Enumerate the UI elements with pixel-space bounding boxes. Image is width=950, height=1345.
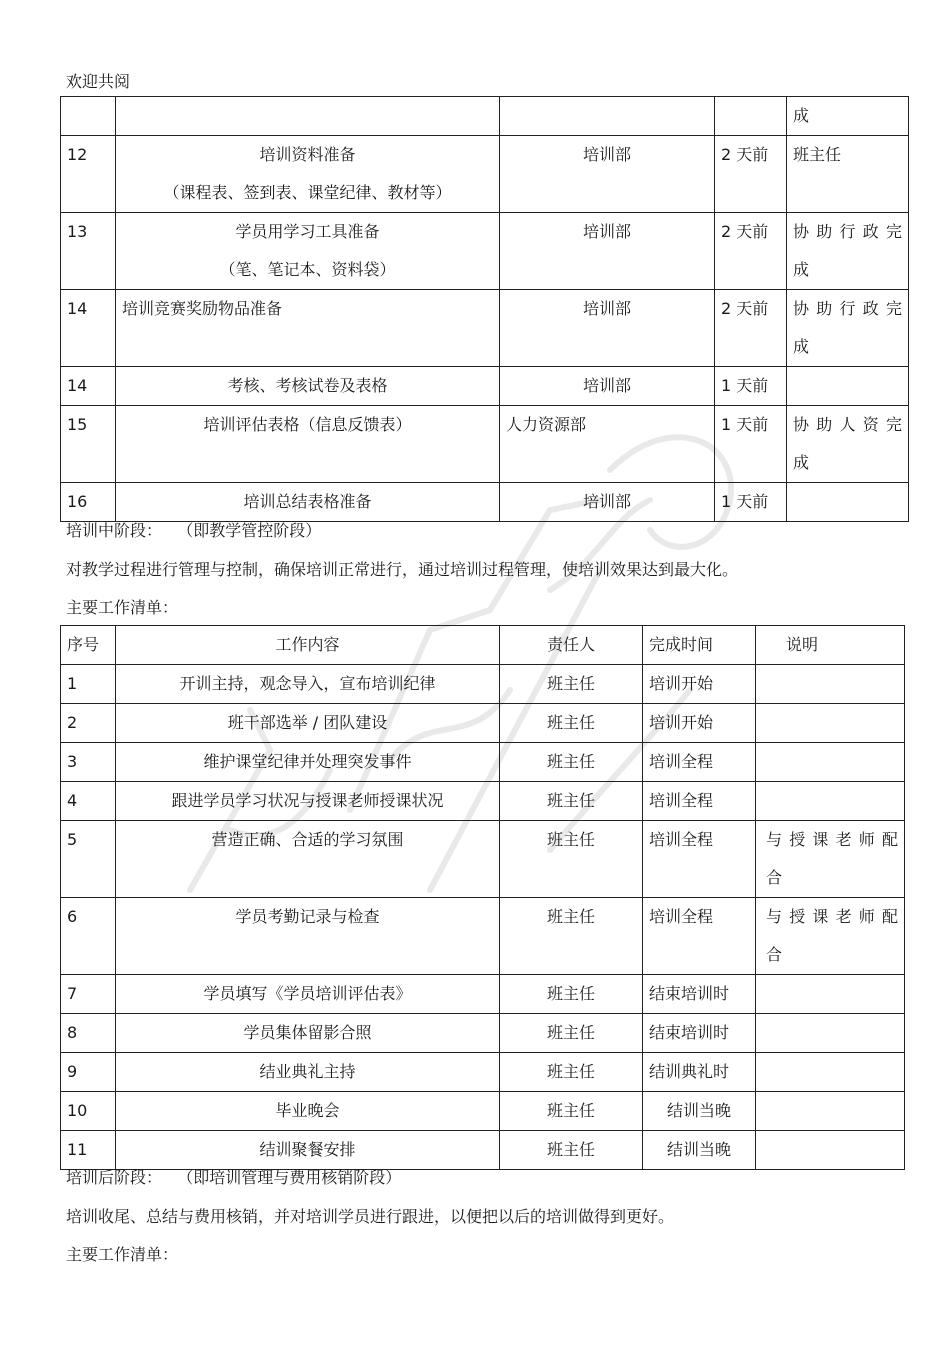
row-number: 9 [61,1053,116,1092]
row-note-line: 班主任 [793,145,842,164]
row-time: 1 天前 [715,367,787,406]
row-note [756,821,905,898]
row-owner: 班主任 [500,821,643,898]
row-content [116,406,500,483]
row-owner: 班主任 [500,975,643,1014]
table-row [61,1131,905,1170]
table-row [61,483,909,522]
row-number: 1 [61,665,116,704]
row-owner: 培训部 [500,483,715,522]
row-content: 维护课堂纪律并处理突发事件 [116,743,500,782]
row-time: 结束培训时 [643,1014,756,1053]
row-content [116,97,500,136]
row-note [756,975,905,1014]
row-time [715,97,787,136]
row-number: 14 [61,367,116,406]
table-row [61,290,909,367]
row-owner: 班主任 [500,898,643,975]
table-row [61,136,909,213]
row-content: 结训聚餐安排 [116,1131,500,1170]
row-note [756,898,905,975]
row-note [756,665,905,704]
row-note [756,1092,905,1131]
row-note [756,782,905,821]
row-content-line: 考核、考核试卷及表格 [227,376,388,395]
row-owner: 培训部 [500,213,715,290]
table-row [61,704,905,743]
table-row [61,97,909,136]
row-number: 4 [61,782,116,821]
row-number: 11 [61,1131,116,1170]
row-note [756,1014,905,1053]
row-time: 结训典礼时 [643,1053,756,1092]
row-owner [500,97,715,136]
row-time: 培训开始 [643,704,756,743]
row-content: 开训主持，观念导入，宣布培训纪律 [116,665,500,704]
row-number: 5 [61,821,116,898]
table-header-row [61,626,905,665]
table-row [61,975,905,1014]
row-owner: 班主任 [500,743,643,782]
row-note-line [766,1053,898,1091]
row-time: 1 天前 [715,483,787,522]
row-time: 结束培训时 [643,975,756,1014]
row-number: 8 [61,1014,116,1053]
row-content-line: 培训资料准备 [259,145,356,164]
row-content [116,136,500,213]
row-time: 2 天前 [715,290,787,367]
row-content: 学员考勤记录与检查 [116,898,500,975]
row-number: 7 [61,975,116,1014]
row-note [787,290,909,367]
row-note [756,743,905,782]
row-note [787,483,909,522]
post-stage-list-title: 主要工作清单： [66,1245,179,1264]
row-content-line: （笔、笔记本、资料袋） [219,260,396,279]
row-owner: 班主任 [500,704,643,743]
row-note-line [793,367,902,405]
row-note [787,97,909,136]
row-note-line: 与授课老师配 [766,907,898,926]
row-content: 班干部选举 / 团队建设 [116,704,500,743]
row-number: 10 [61,1092,116,1131]
row-note [756,704,905,743]
mid-stage-description: 对教学过程进行管理与控制，确保培训正常进行，通过培训过程管理，使培训效果达到最大化。 [66,560,739,579]
table-row [61,821,905,898]
table-row [61,665,905,704]
row-content-line: 学员用学习工具准备 [235,222,380,241]
row-content-line: 培训评估表格（信息反馈表） [203,415,412,434]
row-note [787,367,909,406]
row-owner: 人力资源部 [500,406,715,483]
row-note-line [766,975,898,1013]
row-note [756,1053,905,1092]
row-time: 2 天前 [715,136,787,213]
row-number: 2 [61,704,116,743]
row-time: 2 天前 [715,213,787,290]
header-no: 序号 [61,626,116,665]
row-note-line: 合 [766,868,783,887]
row-note-line: 协助行政完 [793,299,902,318]
row-number: 12 [61,136,116,213]
row-note-line [766,782,898,820]
row-number: 3 [61,743,116,782]
row-time: 结训当晚 [643,1092,756,1131]
row-content: 跟进学员学习状况与授课老师授课状况 [116,782,500,821]
row-note [756,1131,905,1170]
row-note-line [766,1014,898,1052]
row-time: 培训全程 [643,782,756,821]
row-time: 1 天前 [715,406,787,483]
row-note [787,136,909,213]
row-note-line: 成 [793,106,810,125]
row-content: 学员填写《学员培训评估表》 [116,975,500,1014]
row-note-line: 合 [766,945,783,964]
row-content [116,483,500,522]
mid-stage-list-title: 主要工作清单： [66,598,179,617]
row-content-line: （课程表、签到表、课堂纪律、教材等） [163,183,452,202]
row-note-line: 协助人资完 [793,415,902,434]
row-content-line: 培训竞赛奖励物品准备 [122,299,283,318]
row-time: 培训全程 [643,821,756,898]
row-note [787,213,909,290]
row-owner: 培训部 [500,367,715,406]
table-row [61,782,905,821]
row-time: 结训当晚 [643,1131,756,1170]
mid-training-table [60,625,905,1170]
row-content [116,213,500,290]
row-note-line: 协助行政完 [793,222,902,241]
row-note-line: 成 [793,453,810,472]
row-owner: 班主任 [500,782,643,821]
row-number [61,97,116,136]
row-note-line [766,704,898,742]
table-row [61,1092,905,1131]
table-row [61,213,909,290]
row-time: 培训全程 [643,898,756,975]
table-row [61,406,909,483]
header-time: 完成时间 [643,626,756,665]
row-note-line [793,483,902,521]
row-number: 6 [61,898,116,975]
row-content-line: 培训总结表格准备 [243,492,372,511]
row-note-line [766,743,898,781]
table-row [61,367,909,406]
table-row [61,1053,905,1092]
row-note-line [766,665,898,703]
row-content: 结业典礼主持 [116,1053,500,1092]
mid-stage-title: 培训中阶段： （即教学管控阶段） [66,521,322,540]
row-note-line: 成 [793,337,810,356]
row-number: 14 [61,290,116,367]
row-time: 培训全程 [643,743,756,782]
pre-training-table [60,96,909,522]
row-owner: 班主任 [500,1092,643,1131]
header-content: 工作内容 [116,626,500,665]
row-number: 16 [61,483,116,522]
row-content-line [122,97,493,135]
header-note: 说明 [756,626,905,665]
page-header: 欢迎共阅 [66,72,131,91]
row-content: 毕业晚会 [116,1092,500,1131]
table-row [61,1014,905,1053]
row-content [116,367,500,406]
table-row [61,898,905,975]
row-number: 13 [61,213,116,290]
row-content [116,290,500,367]
row-note [787,406,909,483]
post-stage-description: 培训收尾、总结与费用核销，并对培训学员进行跟进，以便把以后的培训做得到更好。 [66,1207,675,1226]
header-owner: 责任人 [500,626,643,665]
row-owner: 培训部 [500,136,715,213]
row-content: 营造正确、合适的学习氛围 [116,821,500,898]
row-owner: 班主任 [500,1131,643,1170]
row-note-line [766,1092,898,1130]
row-number: 15 [61,406,116,483]
row-note-line [766,1131,898,1169]
row-owner: 培训部 [500,290,715,367]
row-note-line: 成 [793,260,810,279]
row-owner: 班主任 [500,1014,643,1053]
row-owner: 班主任 [500,665,643,704]
row-content: 学员集体留影合照 [116,1014,500,1053]
row-time: 培训开始 [643,665,756,704]
row-note-line: 与授课老师配 [766,830,898,849]
row-owner: 班主任 [500,1053,643,1092]
table-row [61,743,905,782]
post-stage-title: 培训后阶段： （即培训管理与费用核销阶段） [66,1168,402,1187]
